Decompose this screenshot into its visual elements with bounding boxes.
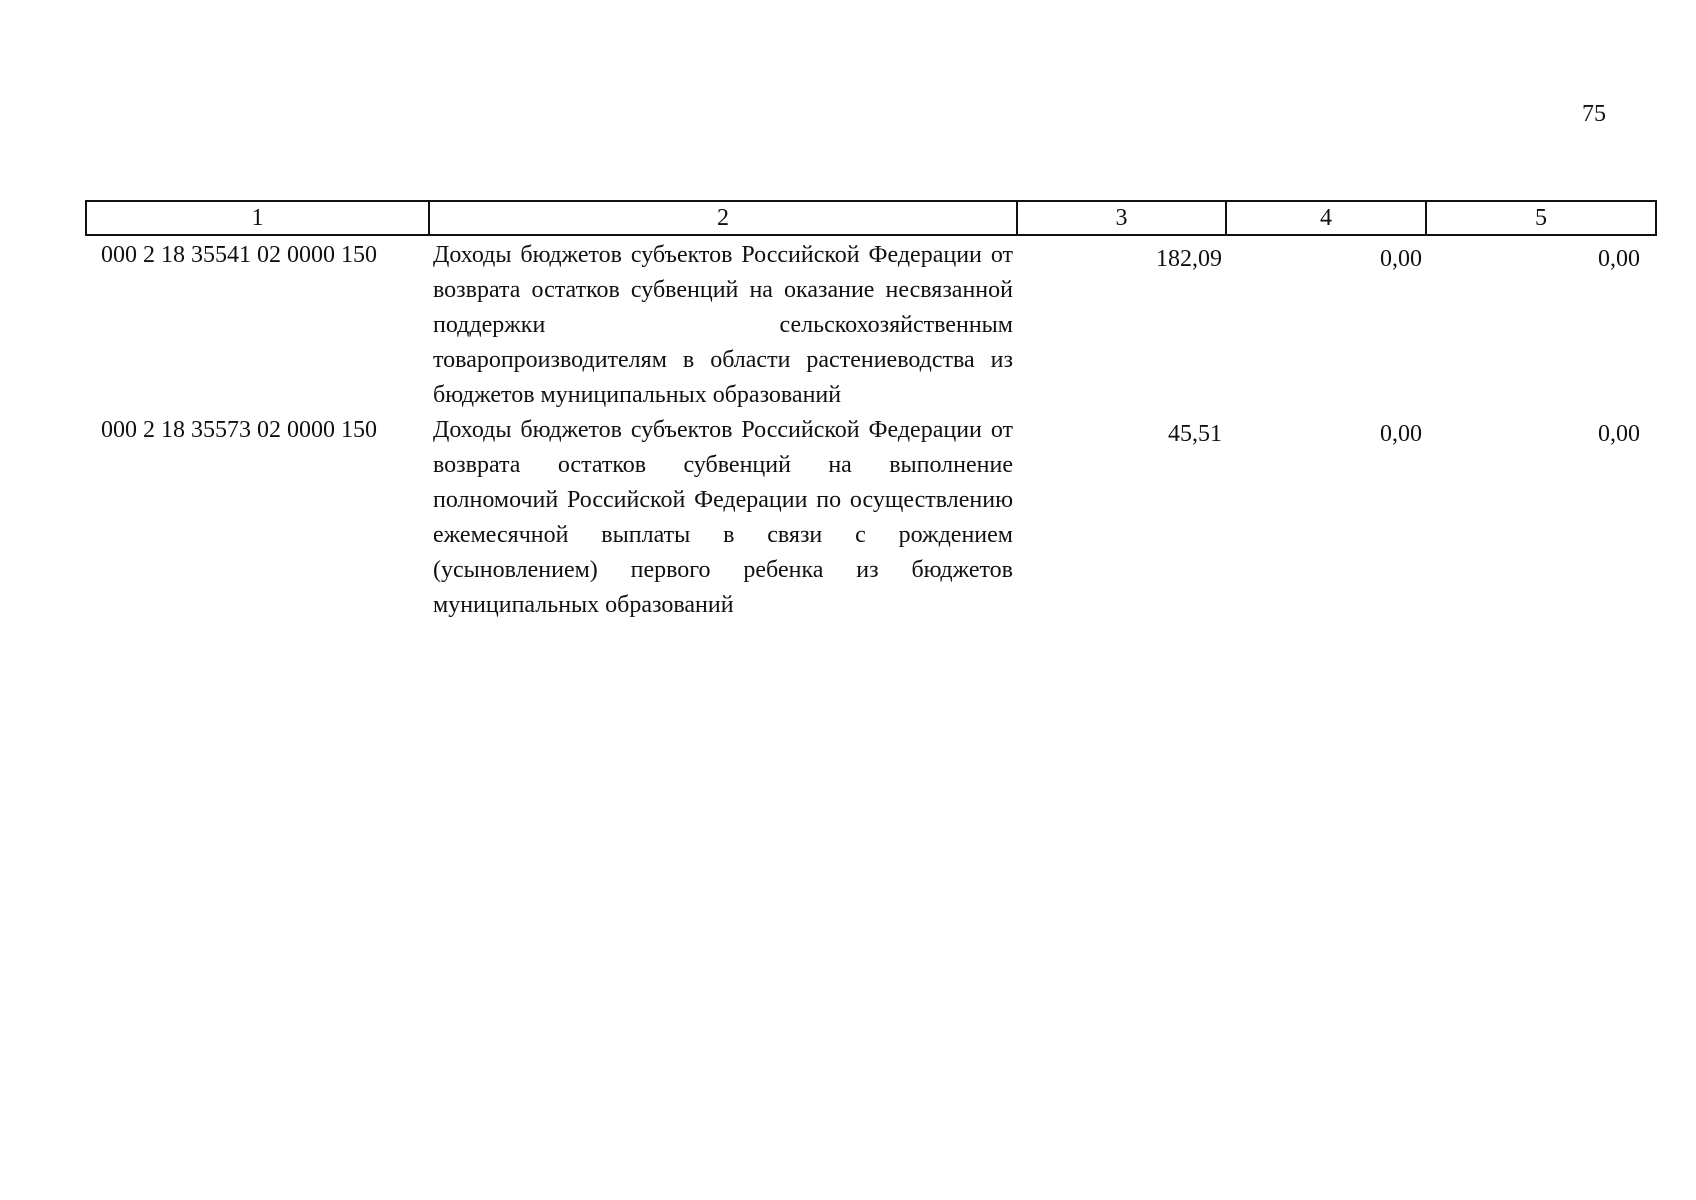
header-col-4: 4 (1226, 201, 1426, 235)
amount-col-4: 0,00 (1380, 246, 1422, 272)
amount-col-3: 45,51 (1168, 421, 1222, 447)
amount-col-5: 0,00 (1598, 421, 1640, 447)
amount-col-3: 182,09 (1156, 246, 1222, 272)
table-body (86, 235, 1656, 623)
amount-col-4: 0,00 (1380, 421, 1422, 447)
budget-code: 000 2 18 35541 02 0000 150 (101, 242, 377, 268)
header-col-5: 5 (1426, 201, 1656, 235)
table-row (86, 235, 1656, 413)
header-col-3: 3 (1017, 201, 1226, 235)
amount-col-5: 0,00 (1598, 246, 1640, 272)
revenue-table (85, 200, 1657, 623)
header-col-1: 1 (86, 201, 429, 235)
header-row (86, 201, 1656, 235)
page-number: 75 (1582, 101, 1606, 127)
table-row (86, 413, 1656, 623)
revenue-name: Доходы бюджетов субъектов Российской Федерации от возврата остатков субвенций на оказание несвязанной поддержки сельскохозяйственным товаропроизводителям в области растениеводства из бюджетов муниципальных образований (433, 242, 1013, 408)
header-col-2: 2 (429, 201, 1017, 235)
revenue-name: Доходы бюджетов субъектов Российской Федерации от возврата остатков субвенций на выполнение полномочий Российской Федерации по осуществлению ежемесячной выплаты в связи с рождением (усыновлением) первого ребенка из бюджетов муниципальных образований (433, 417, 1013, 618)
budget-code: 000 2 18 35573 02 0000 150 (101, 417, 377, 443)
table-header (86, 201, 1656, 235)
